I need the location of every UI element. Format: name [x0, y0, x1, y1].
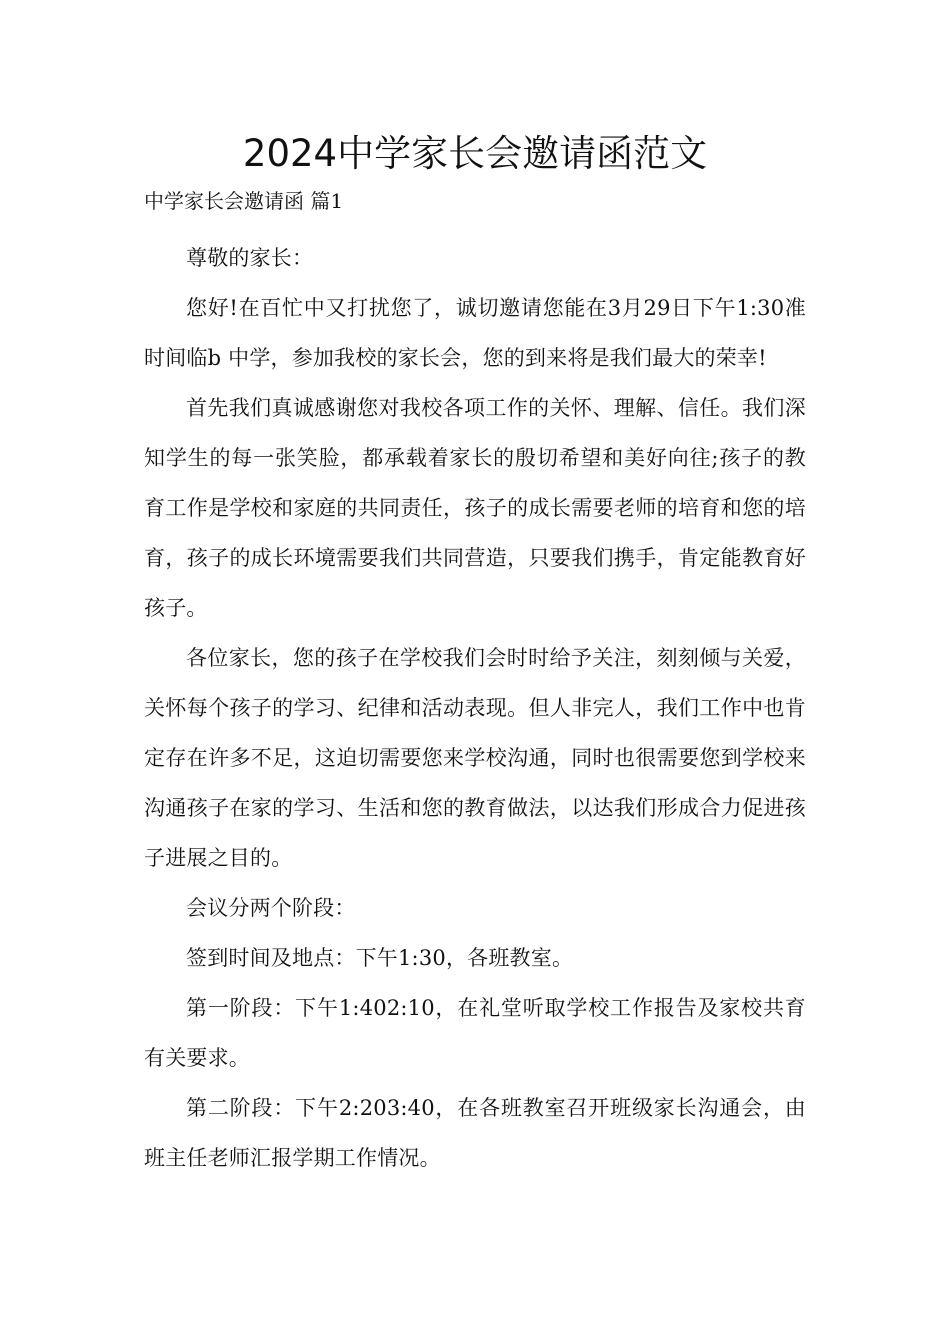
document-title: 2024中学家长会邀请函范文 — [242, 132, 708, 175]
paragraph-signin: 签到时间及地点：下午1:30，各班教室。 — [186, 946, 574, 970]
paragraph-greeting: 尊敬的家长： — [186, 246, 314, 270]
paragraph-invitation: 您好!在百忙中又打扰您了，诚切邀请您能在3月29日下午1:30准时间临b 中学，参加我校的家长会，您的到来将是我们最大的荣幸! — [144, 296, 806, 370]
paragraph-agenda-intro: 会议分两个阶段： — [186, 896, 356, 920]
document-body — [144, 233, 806, 1183]
document-subtitle: 中学家长会邀请函 篇1 — [144, 189, 344, 213]
paragraph-stage-two: 第二阶段：下午2:203:40，在各班教室召开班级家长沟通会，由班主任老师汇报学期工作情况。 — [144, 1096, 806, 1170]
paragraph-thanks: 首先我们真诚感谢您对我校各项工作的关怀、理解、信任。我们深知学生的每一张笑脸，都承载着家长的殷切希望和美好向往;孩子的教育工作是学校和家庭的共同责任，孩子的成长需要老师的培育和您的培育，孩子的成长环境需要我们共同营造，只要我们携手，肯定能教育好孩子。 — [144, 396, 806, 620]
paragraph-stage-one: 第一阶段：下午1:402:10，在礼堂听取学校工作报告及家校共育有关要求。 — [144, 996, 806, 1070]
paragraph-communication: 各位家长，您的孩子在学校我们会时时给予关注，刻刻倾与关爱，关怀每个孩子的学习、纪律和活动表现。但人非完人，我们工作中也肯定存在许多不足，这迫切需要您来学校沟通，同时也很需要您到学校来沟通孩子在家的学习、生活和您的教育做法，以达我们形成合力促进孩子进展之目的。 — [144, 646, 806, 870]
